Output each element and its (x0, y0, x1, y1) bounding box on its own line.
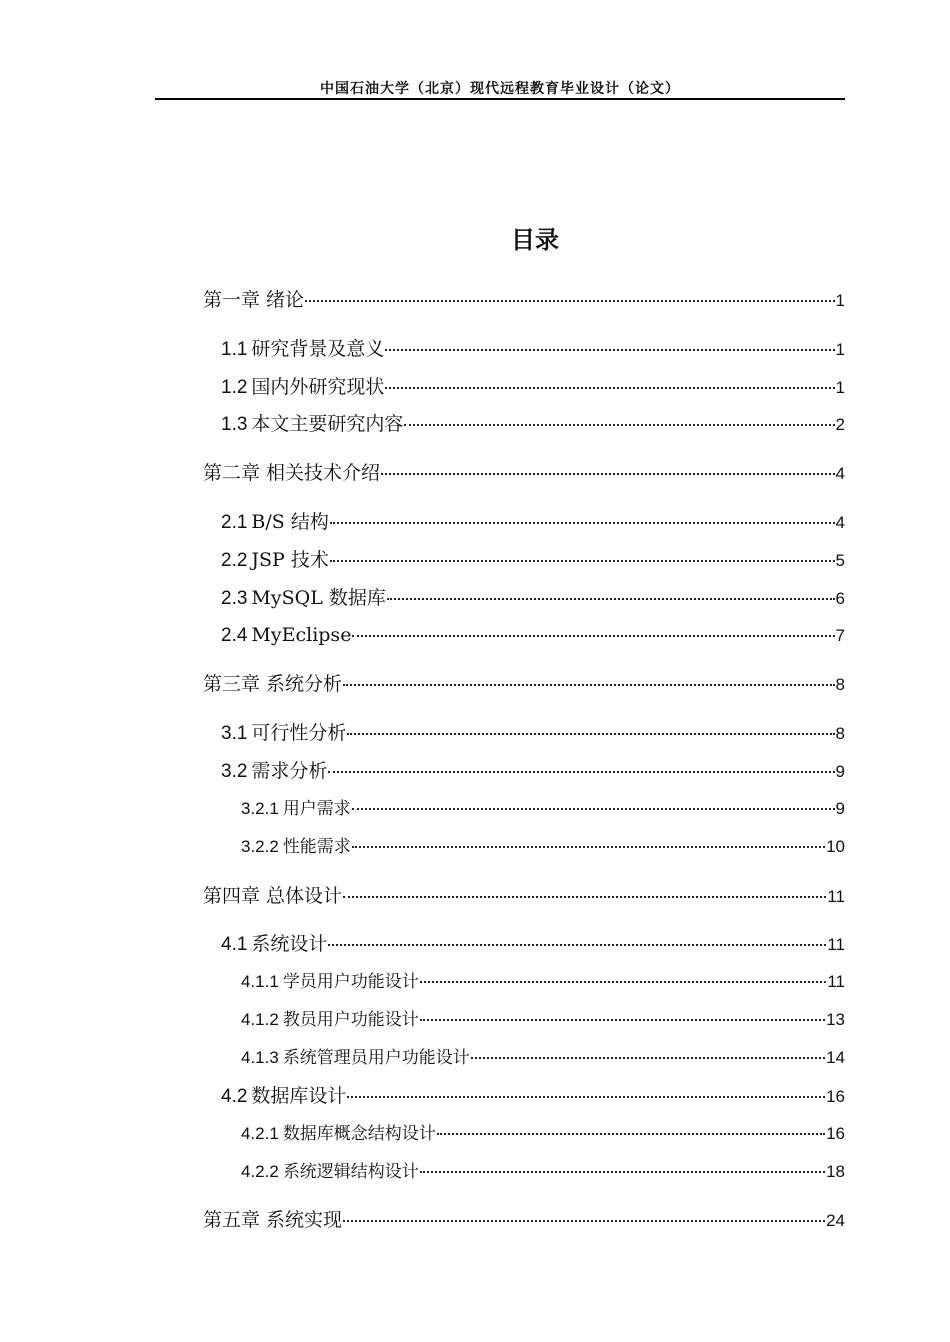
toc-entry-page: 18 (826, 1162, 845, 1181)
dot-leader (420, 1019, 825, 1021)
toc-entry-number: 2.4 (221, 625, 248, 646)
toc-entry-title: 可行性分析 (251, 722, 347, 744)
toc-entry-page: 11 (827, 935, 845, 954)
dot-leader (343, 896, 826, 898)
toc-entry-page: 10 (826, 837, 845, 856)
toc-entry[interactable] (203, 1208, 845, 1232)
toc-entry-title: 需求分析 (251, 760, 328, 782)
toc-entry[interactable] (241, 797, 845, 821)
toc-entry[interactable] (221, 412, 845, 436)
toc-entry-number: 4.1.2 (241, 1010, 279, 1029)
toc-entry-page: 1 (835, 291, 845, 310)
toc-entry-number: 1.2 (221, 377, 248, 398)
toc-entry[interactable] (241, 1008, 845, 1032)
dot-leader (352, 808, 835, 810)
toc-entry-page: 4 (835, 513, 845, 532)
toc-entry-title: 第二章 相关技术介绍 (203, 462, 381, 484)
toc-entry-title: 系统设计 (251, 933, 328, 955)
dot-leader (381, 473, 834, 475)
toc-entry-title: MySQL 数据库 (251, 587, 386, 609)
toc-entry-number: 2.2 (221, 550, 248, 571)
dot-leader (330, 522, 835, 524)
toc-entry-page: 11 (827, 972, 845, 991)
toc-entry-number: 1.3 (221, 414, 248, 435)
dot-leader (385, 349, 834, 351)
toc-entry-title: 第一章 绪论 (203, 289, 305, 311)
toc-entry[interactable] (241, 1046, 845, 1070)
dot-leader (330, 560, 835, 562)
toc-entry-title: 性能需求 (282, 837, 351, 857)
toc-entry-title: 数据库概念结构设计 (282, 1124, 436, 1144)
dot-leader (385, 387, 834, 389)
toc-entry-title: 本文主要研究内容 (251, 413, 404, 435)
toc-entry-number: 4.2.2 (241, 1162, 279, 1181)
toc-entry-page: 1 (835, 378, 845, 397)
toc-entry-number: 3.2 (221, 761, 248, 782)
toc-entry-title: 第四章 总体设计 (203, 885, 343, 907)
toc-entry-page: 9 (835, 762, 845, 781)
toc-entry-number: 4.1.1 (241, 972, 279, 991)
dot-leader (437, 1133, 825, 1135)
dot-leader (343, 684, 834, 686)
dot-leader (347, 733, 834, 735)
dot-leader (328, 944, 826, 946)
toc-entry[interactable] (203, 884, 845, 908)
toc-entry[interactable] (221, 1084, 845, 1108)
toc-entry-page: 16 (826, 1124, 845, 1143)
toc-entry-page: 24 (826, 1211, 845, 1230)
toc-entry[interactable] (241, 970, 845, 994)
toc-entry[interactable] (221, 510, 845, 534)
toc-entry-title: 第五章 系统实现 (203, 1209, 343, 1231)
toc-entry-title: JSP 技术 (251, 549, 329, 571)
toc-entry-number: 2.1 (221, 512, 248, 533)
toc-entry-page: 5 (835, 551, 845, 570)
toc-entry-page: 14 (826, 1048, 845, 1067)
toc-entry-number: 4.1 (221, 934, 248, 955)
toc-entry[interactable] (221, 932, 845, 956)
toc-entry-title: B/S 结构 (251, 511, 329, 533)
dot-leader (352, 846, 825, 848)
toc-entry-page: 4 (835, 464, 845, 483)
toc-entry-number: 1.1 (221, 339, 248, 360)
toc-entry[interactable] (203, 461, 845, 485)
toc-entry[interactable] (221, 586, 845, 610)
toc-entry-number: 3.2.1 (241, 799, 279, 818)
toc-entry-page: 1 (835, 340, 845, 359)
dot-leader (420, 1171, 825, 1173)
dot-leader (420, 981, 827, 983)
dot-leader (305, 300, 834, 302)
toc-entry-title: 教员用户功能设计 (282, 1010, 419, 1030)
toc-entry-page: 16 (826, 1087, 845, 1106)
toc-entry[interactable] (221, 623, 845, 647)
toc-entry[interactable] (221, 337, 845, 361)
toc-entry-page: 8 (835, 724, 845, 743)
toc-entry-number: 3.2.2 (241, 837, 279, 856)
toc-entry[interactable] (241, 1160, 845, 1184)
toc-entry-title: 国内外研究现状 (251, 376, 385, 398)
toc-entry-number: 4.2 (221, 1086, 248, 1107)
toc-entry-number: 4.1.3 (241, 1048, 279, 1067)
toc-entry-title: 系统管理员用户功能设计 (282, 1048, 470, 1068)
header-rule (155, 98, 845, 100)
dot-leader (347, 1096, 825, 1098)
toc-entry-number: 4.2.1 (241, 1124, 279, 1143)
dot-leader (343, 1220, 825, 1222)
dot-leader (352, 635, 834, 637)
toc-entry-page: 9 (835, 799, 845, 818)
toc-entry-page: 2 (835, 415, 845, 434)
toc-entry-title: MyEclipse (251, 624, 352, 646)
toc-entry-title: 学员用户功能设计 (282, 972, 419, 992)
toc-entry[interactable] (203, 288, 845, 312)
toc-entry-page: 13 (826, 1010, 845, 1029)
toc-entry[interactable] (221, 759, 845, 783)
toc-title: 目录 (511, 226, 559, 254)
toc-entry[interactable] (241, 1122, 845, 1146)
dot-leader (404, 424, 834, 426)
dot-leader (328, 771, 834, 773)
toc-entry-title: 第三章 系统分析 (203, 673, 343, 695)
toc-entry-page: 8 (835, 675, 845, 694)
toc-entry[interactable] (241, 835, 845, 859)
toc-entry[interactable] (221, 721, 845, 745)
dot-leader (387, 598, 835, 600)
toc-entry[interactable] (203, 672, 845, 696)
toc-entry-title: 研究背景及意义 (251, 338, 385, 360)
toc-entry-title: 系统逻辑结构设计 (282, 1162, 419, 1182)
toc-entry[interactable] (221, 375, 845, 399)
toc-entry-page: 6 (835, 589, 845, 608)
toc-entry[interactable] (221, 548, 845, 572)
running-header: 中国石油大学（北京）现代远程教育毕业设计（论文） (320, 81, 680, 97)
toc-entry-page: 7 (835, 626, 845, 645)
toc-entry-number: 3.1 (221, 723, 248, 744)
dot-leader (471, 1057, 825, 1059)
toc-entry-number: 2.3 (221, 588, 248, 609)
toc-entry-page: 11 (827, 887, 845, 906)
toc-entry-title: 用户需求 (282, 799, 351, 819)
toc-entry-title: 数据库设计 (251, 1085, 347, 1107)
